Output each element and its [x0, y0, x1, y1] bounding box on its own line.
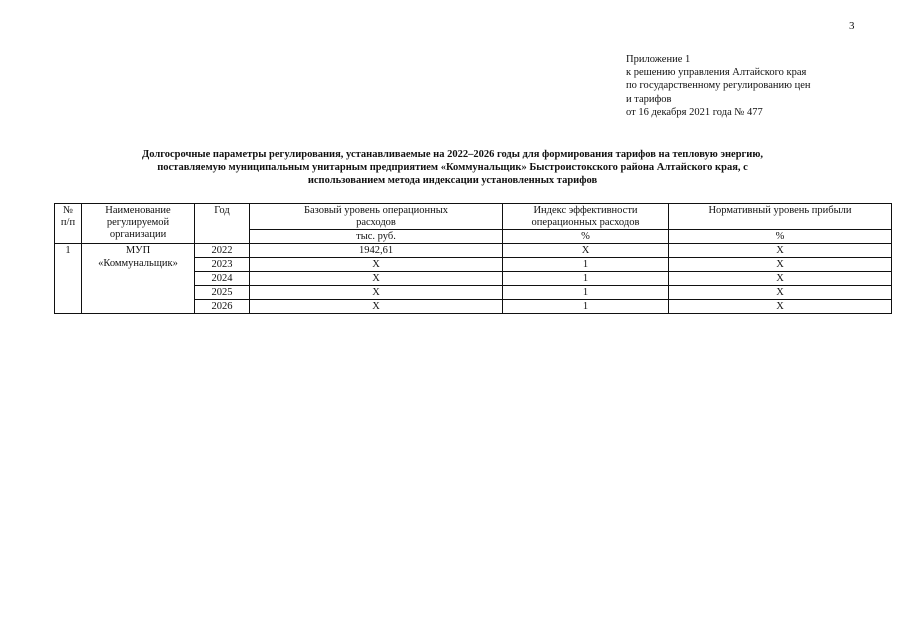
- cell-profit: X: [669, 300, 892, 314]
- unit-base: тыс. руб.: [250, 230, 503, 244]
- page-number: 3: [849, 20, 855, 32]
- cell-profit: X: [669, 258, 892, 272]
- cell-year: 2022: [195, 244, 250, 258]
- organization-name: МУП «Коммунальщик»: [82, 244, 195, 314]
- cell-year: 2024: [195, 272, 250, 286]
- title-line: Долгосрочные параметры регулирования, устанавливаемые на 2022–2026 годы для формирования тарифов на тепловую энергию,: [141, 149, 763, 160]
- cell-profit: X: [669, 244, 892, 258]
- header-organization: Наименование регулируемой организации: [82, 204, 195, 244]
- header-base-level: Базовый уровень операционных расходов: [250, 204, 503, 230]
- cell-base: X: [250, 258, 503, 272]
- cell-index: 1: [503, 272, 669, 286]
- table-row: [55, 244, 892, 258]
- cell-index: 1: [503, 300, 669, 314]
- appendix-line: Приложение 1: [626, 54, 691, 65]
- unit-index: %: [503, 230, 669, 244]
- cell-year: 2023: [195, 258, 250, 272]
- appendix-line: от 16 декабря 2021 года № 477: [626, 106, 763, 118]
- cell-index: 1: [503, 286, 669, 300]
- appendix-line: по государственному регулированию цен: [626, 80, 811, 92]
- unit-profit: %: [669, 230, 892, 244]
- cell-year: 2025: [195, 286, 250, 300]
- header-year: Год: [195, 204, 250, 244]
- cell-year: 2026: [195, 300, 250, 314]
- cell-profit: X: [669, 286, 892, 300]
- cell-profit: X: [669, 272, 892, 286]
- cell-index: 1: [503, 258, 669, 272]
- header-profit-level: Нормативный уровень прибыли: [669, 204, 892, 230]
- appendix-line: к решению управления Алтайского края: [626, 67, 807, 79]
- appendix-line: и тарифов: [626, 93, 672, 105]
- parameters-table: [54, 203, 892, 314]
- title-line: использованием метода индексации установленных тарифов: [307, 175, 598, 187]
- cell-base: X: [250, 286, 503, 300]
- table-header-row: [55, 204, 892, 230]
- header-efficiency-index: Индекс эффективности операционных расходов: [503, 204, 669, 230]
- cell-index: X: [503, 244, 669, 258]
- title-line: поставляемую муниципальным унитарным предприятием «Коммунальщик» Быстроистокского района Алтайского края, с: [157, 162, 748, 174]
- cell-base: X: [250, 300, 503, 314]
- cell-base: X: [250, 272, 503, 286]
- cell-base: 1942,61: [250, 244, 503, 258]
- document-title: [40, 148, 865, 188]
- header-number: № п/п: [55, 204, 82, 244]
- row-number: 1: [55, 244, 82, 314]
- appendix-block: [626, 53, 866, 119]
